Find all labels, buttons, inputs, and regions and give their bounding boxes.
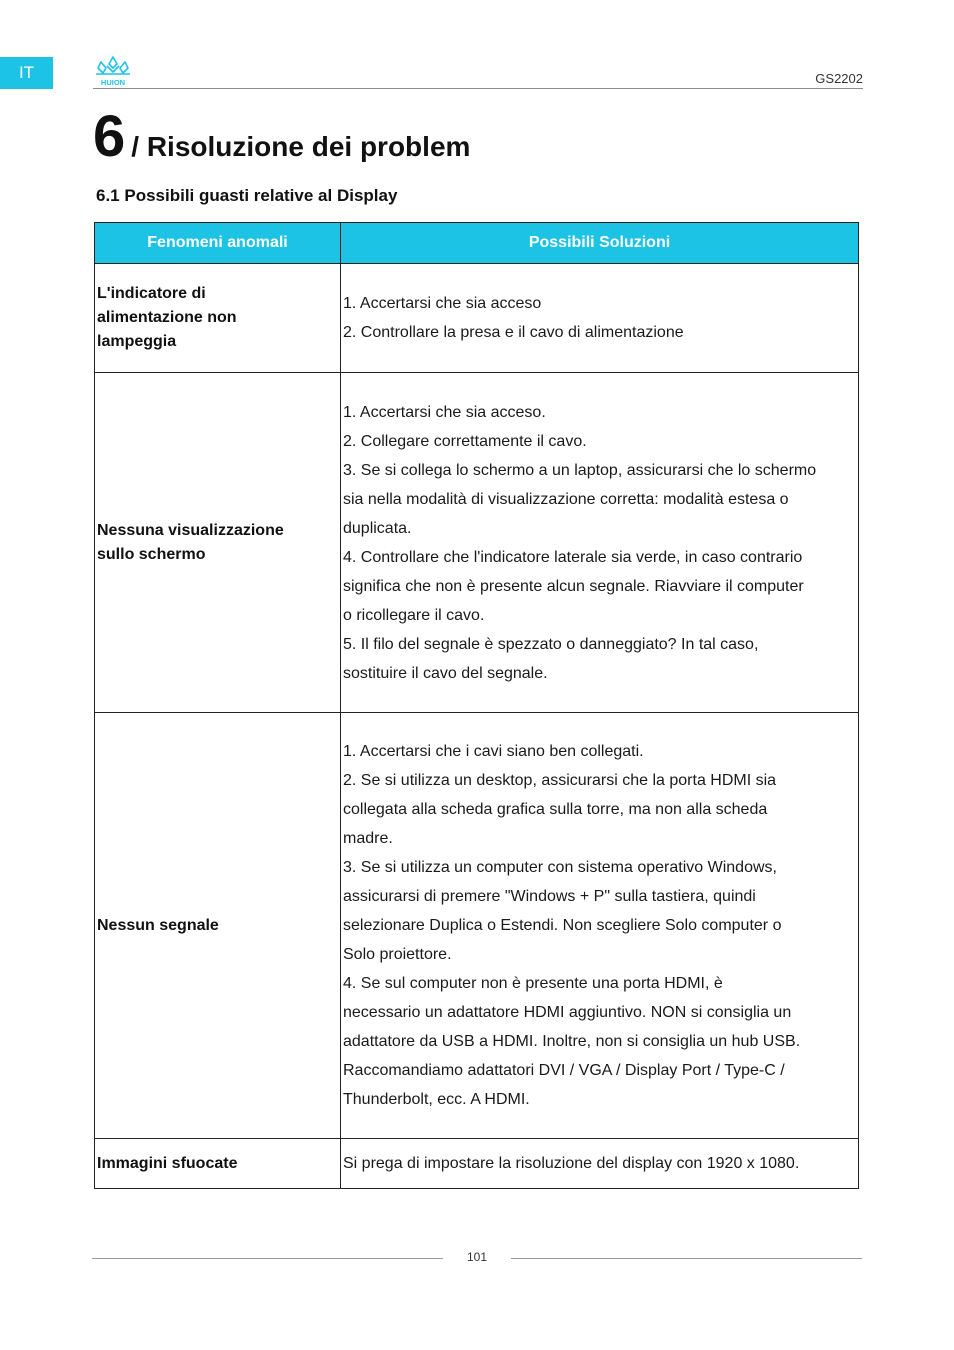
solution-line: necessario un adattatore HDMI aggiuntivo. NON si consiglia un bbox=[343, 1004, 792, 1021]
chapter-number: 6 bbox=[93, 104, 126, 169]
footer-divider-right bbox=[511, 1258, 862, 1259]
solution-line: 1. Accertarsi che sia acceso bbox=[343, 295, 542, 312]
phenomenon-line: Nessun segnale bbox=[97, 916, 219, 934]
solution-line: collegata alla scheda grafica sulla torre, ma non alla scheda bbox=[343, 801, 768, 818]
solution-line: 2. Collegare correttamente il cavo. bbox=[343, 432, 587, 450]
huion-logo bbox=[93, 54, 133, 88]
table-header-row bbox=[95, 223, 859, 264]
solution-line: Solo proiettore. bbox=[343, 946, 452, 963]
solution-line: 2. Controllare la presa e il cavo di alimentazione bbox=[343, 324, 684, 341]
phenomenon-line: Immagini sfuocate bbox=[97, 1154, 238, 1172]
header-divider bbox=[93, 88, 863, 89]
solution-line: Thunderbolt, ecc. A HDMI. bbox=[343, 1091, 530, 1108]
solution-line: 3. Se si utilizza un computer con sistema operativo Windows, bbox=[343, 859, 777, 876]
solution-line: adattatore da USB a HDMI. Inoltre, non si consiglia un hub USB. bbox=[343, 1033, 801, 1050]
phenomenon-line: lampeggia bbox=[97, 333, 177, 350]
phenomenon-cell bbox=[95, 1139, 341, 1189]
solution-cell bbox=[341, 373, 859, 713]
solution-line: selezionare Duplica o Estendi. Non scegliere Solo computer o bbox=[343, 917, 782, 934]
solution-line: o ricollegare il cavo. bbox=[343, 606, 485, 624]
section-title: 6.1 Possibili guasti relative al Display bbox=[96, 186, 398, 205]
phenomenon-cell bbox=[95, 264, 341, 373]
solution-line: Raccomandiamo adattatori DVI / VGA / Display Port / Type-C / bbox=[343, 1062, 785, 1079]
solution-line: 4. Se sul computer non è presente una porta HDMI, è bbox=[343, 975, 723, 992]
table-row bbox=[95, 713, 859, 1139]
table-row bbox=[95, 373, 859, 713]
phenomenon-cell bbox=[95, 373, 341, 713]
logo-text: HUION bbox=[100, 78, 126, 87]
column-header-phenomena: Fenomeni anomali bbox=[95, 223, 341, 264]
phenomenon-line: sullo schermo bbox=[97, 545, 206, 563]
language-label: IT bbox=[18, 63, 35, 82]
solution-line: 5. Il filo del segnale è spezzato o danneggiato? In tal caso, bbox=[343, 635, 759, 653]
solution-line: 2. Se si utilizza un desktop, assicurarsi che la porta HDMI sia bbox=[343, 772, 777, 789]
solution-line: sostituire il cavo del segnale. bbox=[343, 664, 548, 682]
solution-line: significa che non è presente alcun segnale. Riavviare il computer bbox=[343, 577, 804, 595]
table-row bbox=[95, 264, 859, 373]
solution-line: 4. Controllare che l'indicatore laterale sia verde, in caso contrario bbox=[343, 548, 803, 566]
solution-line: sia nella modalità di visualizzazione corretta: modalità estesa o bbox=[343, 490, 789, 508]
solution-cell bbox=[341, 1139, 859, 1189]
solution-cell bbox=[341, 264, 859, 373]
phenomenon-line: alimentazione non bbox=[97, 309, 237, 326]
language-tab bbox=[0, 57, 53, 89]
phenomenon-line: L'indicatore di bbox=[97, 285, 206, 302]
solution-cell bbox=[341, 713, 859, 1139]
solution-line: assicurarsi di premere "Windows + P" sulla tastiera, quindi bbox=[343, 888, 756, 905]
table-row bbox=[95, 1139, 859, 1189]
chapter-heading bbox=[93, 104, 471, 169]
solution-line: 1. Accertarsi che i cavi siano ben collegati. bbox=[343, 743, 644, 760]
solution-line: Si prega di impostare la risoluzione del display con 1920 x 1080. bbox=[343, 1155, 800, 1172]
chapter-title: / Risoluzione dei problem bbox=[131, 131, 471, 162]
phenomenon-line: Nessuna visualizzazione bbox=[97, 521, 284, 539]
solution-line: duplicata. bbox=[343, 519, 412, 537]
model-name: GS2202 bbox=[815, 71, 863, 86]
solution-line: 3. Se si collega lo schermo a un laptop, assicurarsi che lo schermo bbox=[343, 461, 817, 479]
page-number: 101 bbox=[466, 1250, 488, 1264]
solution-line: madre. bbox=[343, 830, 393, 847]
phenomenon-cell bbox=[95, 713, 341, 1139]
solution-line: 1. Accertarsi che sia acceso. bbox=[343, 403, 546, 421]
column-header-solutions: Possibili Soluzioni bbox=[341, 223, 859, 264]
troubleshooting-table bbox=[94, 222, 859, 1189]
